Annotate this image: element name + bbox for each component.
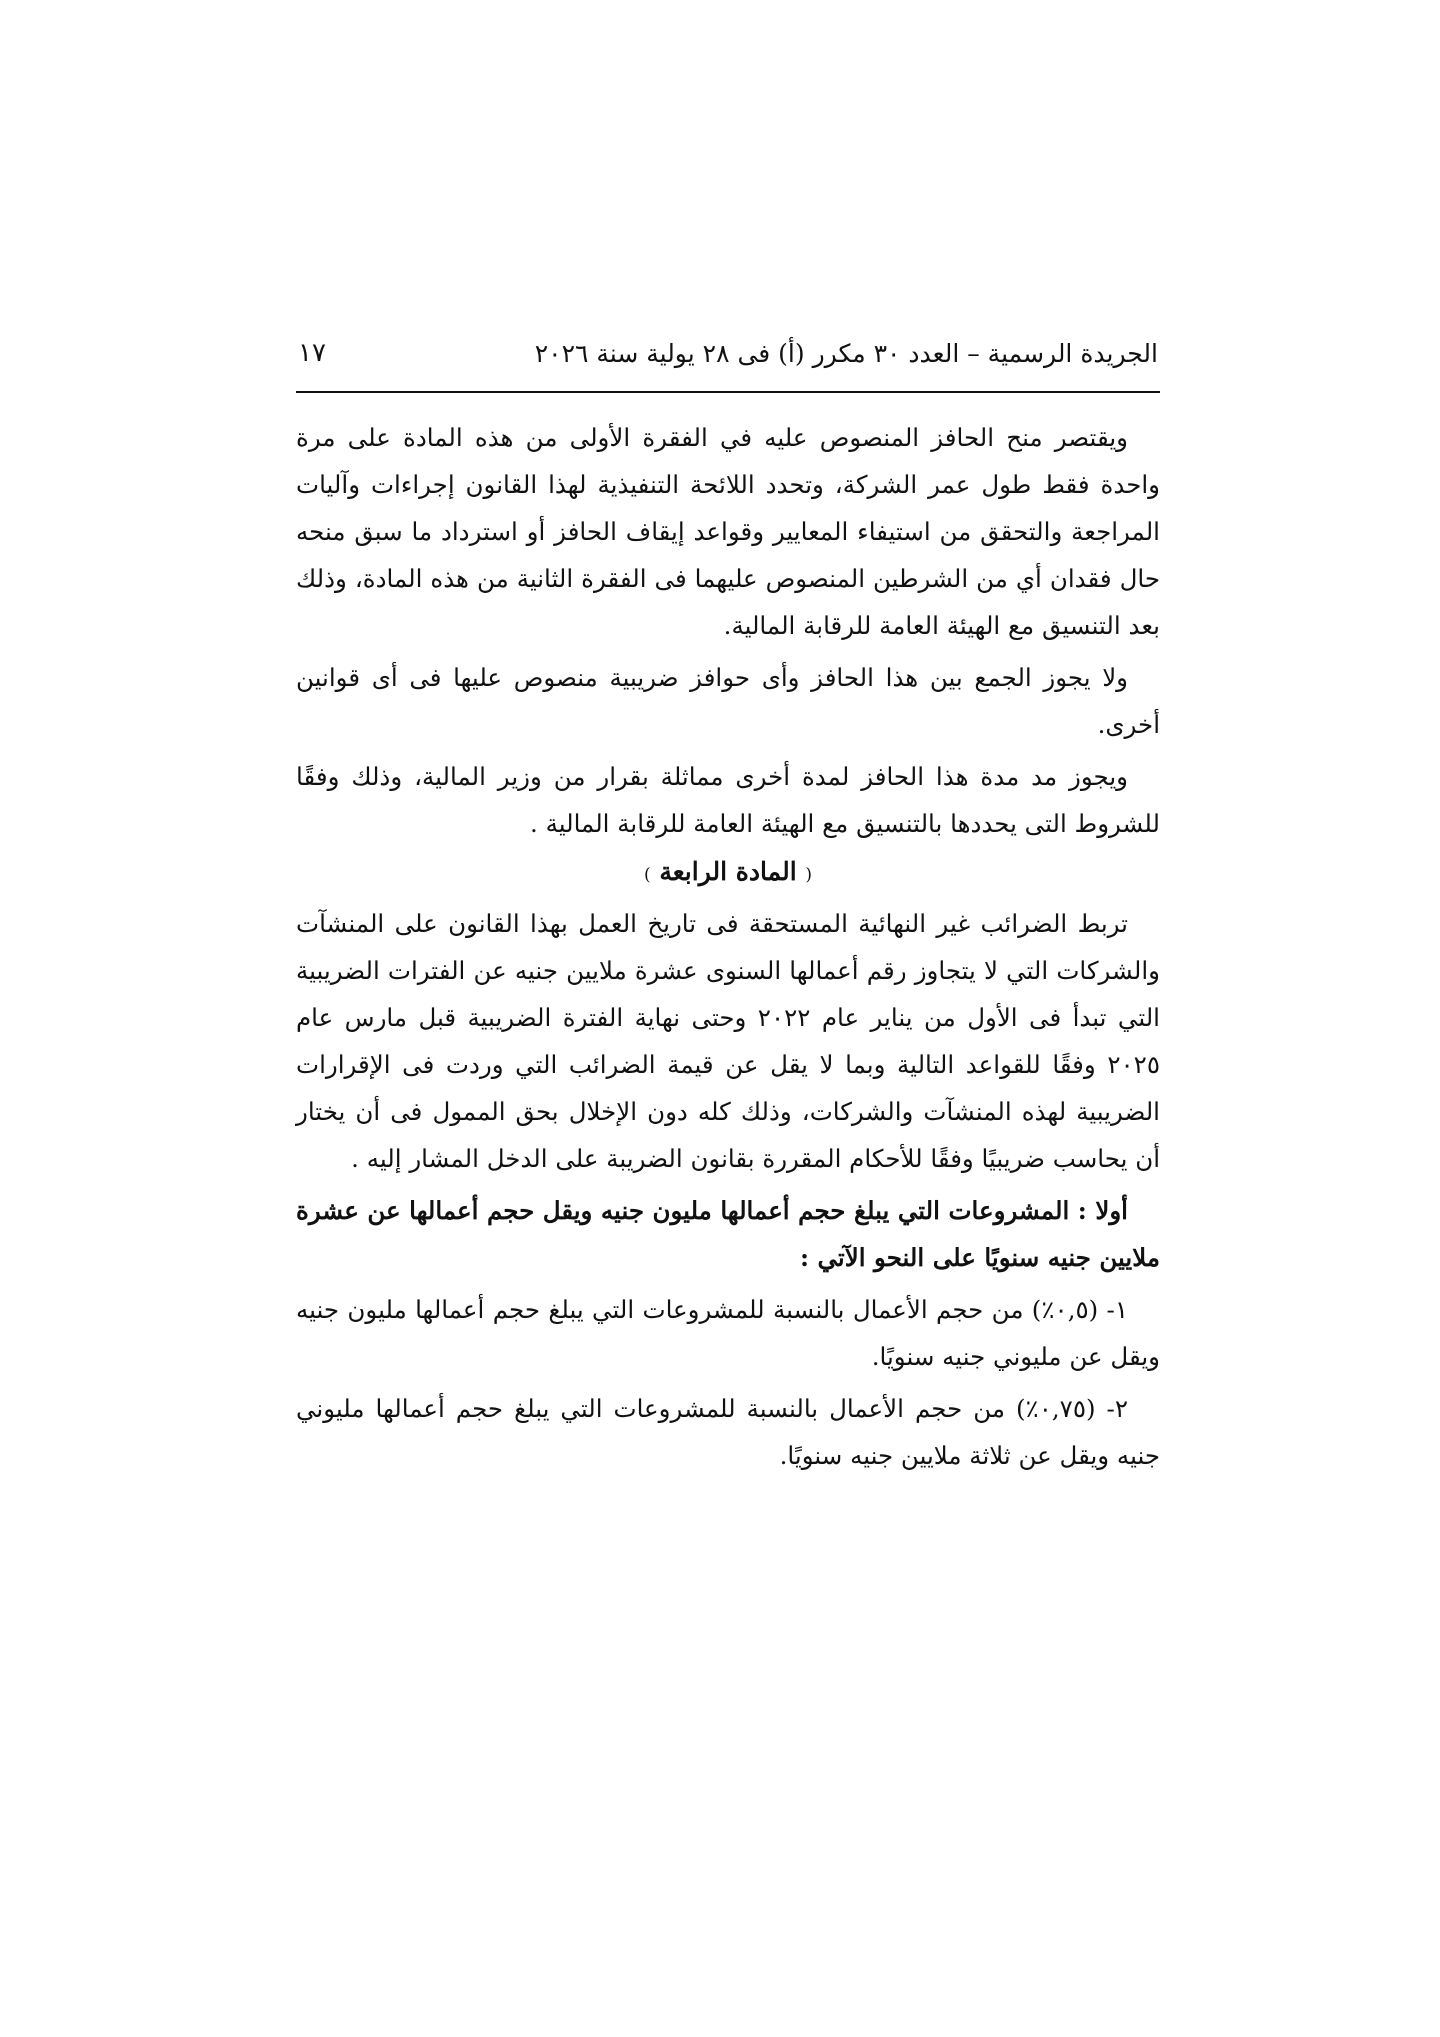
paragraph-no-combination: ولا يجوز الجمع بين هذا الحافز وأى حوافز ضريبية منصوص عليها فى أى قوانين أخرى. (296, 663, 1160, 739)
header-divider (296, 391, 1160, 393)
heading-close-paren: ) (643, 865, 651, 885)
paragraph-incentive-limit: ويقتصر منح الحافز المنصوص عليه في الفقرة الأولى من هذه المادة على مرة واحدة فقط طول عمر الشركة، وتحدد اللائحة التنفيذية لهذا القانون إجراءات وآليات المراجعة والتحقق من استيفاء المعايير وقواعد إيقاف الحافز أو استرداد ما سبق منحه حال فقدان أي من الشرطين المنصوص عليهما فى الفقرة الثانية من هذه المادة، وذلك بعد التنسيق مع الهيئة العامة للرقابة المالية. (296, 423, 1160, 640)
page-header (298, 330, 1158, 376)
list-item-rate-one: ١- (٠,٥٪) من حجم الأعمال بالنسبة للمشروعات التي يبلغ حجم أعمالها مليون جنيه ويقل عن مليوني جنيه سنويًا. (296, 1295, 1160, 1371)
article-heading (296, 849, 1160, 898)
document-body (296, 414, 1160, 1479)
list-item-rate-two: ٢- (٠,٧٥٪) من حجم الأعمال بالنسبة للمشروعات التي يبلغ حجم أعمالها مليوني جنيه ويقل عن ثلاثة ملايين جنيه سنويًا. (296, 1394, 1160, 1470)
paragraph-extension: ويجوز مد مدة هذا الحافز لمدة أخرى مماثلة بقرار من وزير المالية، وذلك وفقًا للشروط التى يحددها بالتنسيق مع الهيئة العامة للرقابة المالية . (296, 762, 1160, 838)
gazette-header-title: الجريدة الرسمية – العدد ٣٠ مكرر (أ) فى ٢٨ يولية سنة ٢٠٢٦ (534, 338, 1158, 368)
paragraph-tax-assessment: تربط الضرائب غير النهائية المستحقة فى تاريخ العمل بهذا القانون على المنشآت والشركات التي لا يتجاوز رقم أعمالها السنوى عشرة ملايين جنيه عن الفترات الضريبية التي تبدأ فى الأول من يناير عام ٢٠٢٢ وحتى نهاية الفترة الضريبية قبل مارس عام ٢٠٢٥ وفقًا للقواعد التالية وبما لا يقل عن قيمة الضرائب التي وردت فى الإقرارات الضريبية لهذه المنشآت والشركات، وذلك كله دون الإخلال بحق الممول فى أن يختار أن يحاسب ضريبيًا وفقًا للأحكام المقررة بقانون الضريبة على الدخل المشار إليه . (296, 909, 1160, 1173)
page-number: ١٧ (298, 338, 326, 368)
article-four-title: المادة الرابعة (659, 857, 797, 886)
paragraph-first-category: أولا : المشروعات التي يبلغ حجم أعمالها مليون جنيه ويقل حجم أعمالها عن عشرة ملايين جنيه سنويًا على النحو الآتي : (296, 1196, 1160, 1272)
heading-open-paren: ( (805, 865, 812, 885)
